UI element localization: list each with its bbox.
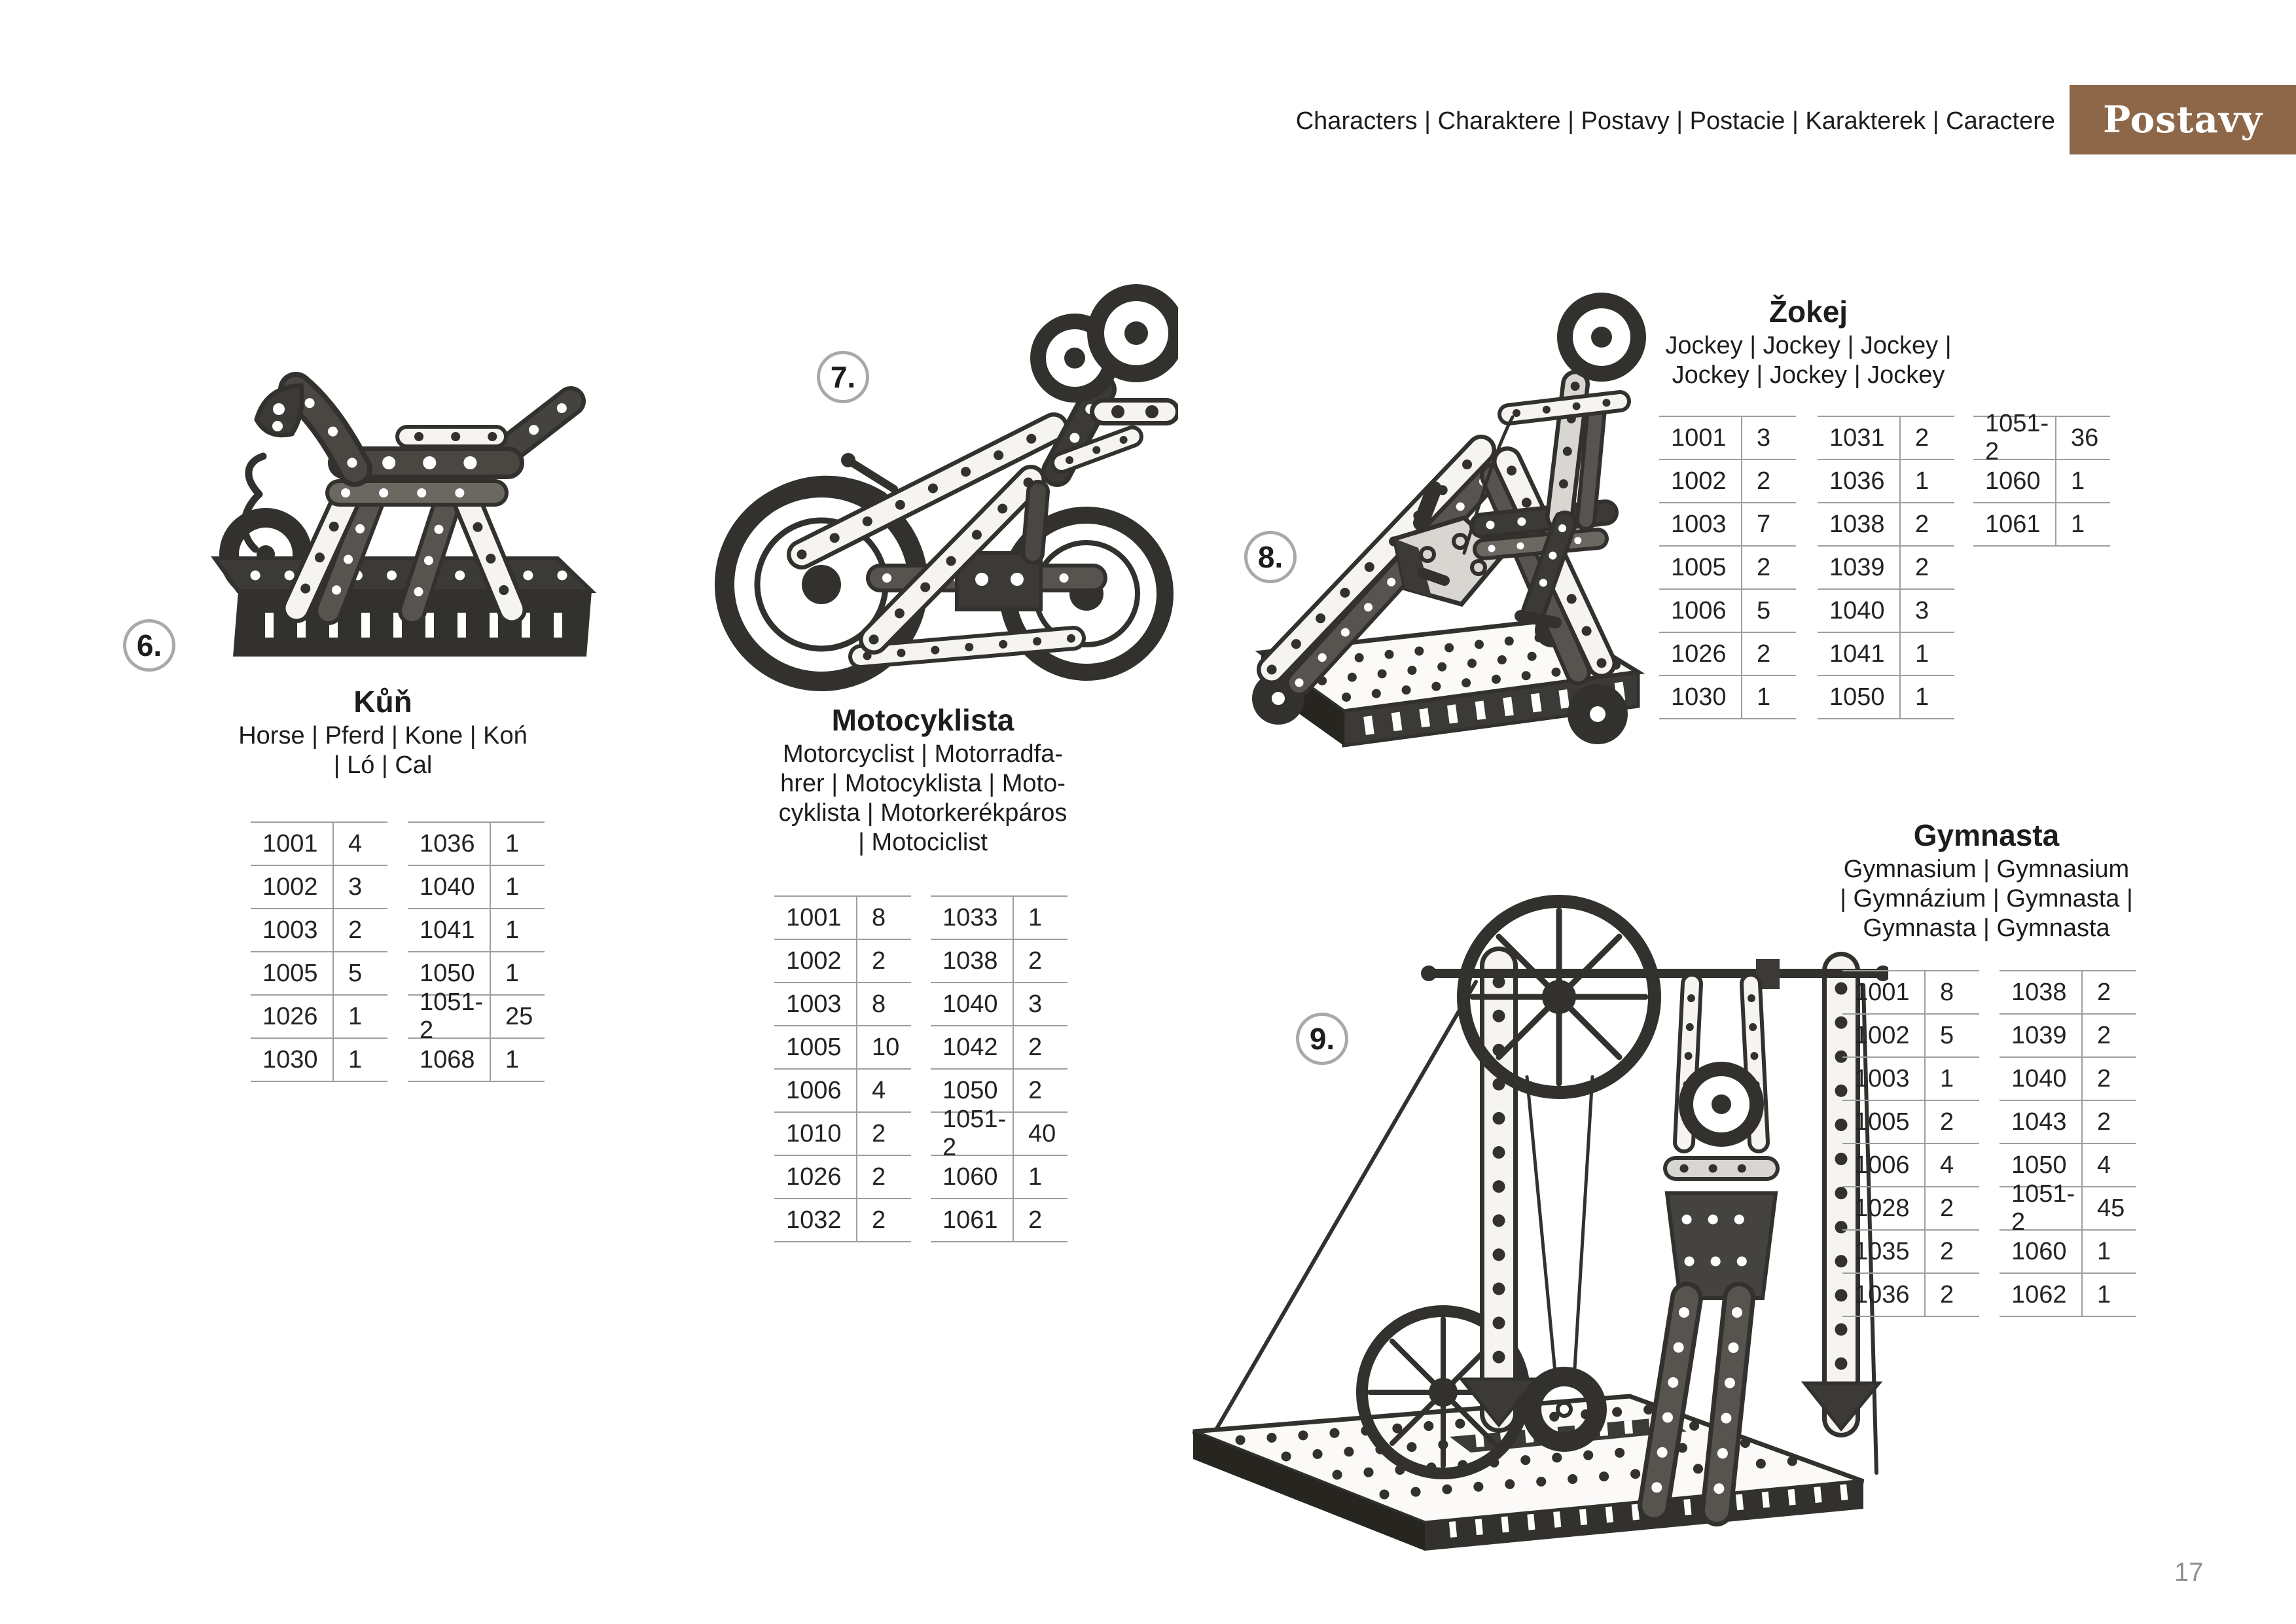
part-number: 1036 [408,823,491,865]
part-quantity: 5 [348,959,363,987]
figure-7-badge: 7. [817,351,869,403]
part-quantity: 1 [1915,467,1929,495]
parts-row [931,983,1067,1026]
part-quantity: 2 [1028,1206,1043,1234]
parts-row [1842,1058,1979,1101]
page-number: 17 [2174,1558,2204,1587]
subtitle-line: | Ló | Cal [333,751,433,779]
parts-row [1659,590,1796,633]
part-number: 1040 [2000,1058,2083,1100]
subtitle-line: cyklista | Motorkerékpáros [778,799,1067,827]
part-quantity: 1 [2097,1237,2111,1265]
parts-row [2000,1015,2136,1058]
header-language-list: Characters | Charaktere | Postavy | Postacie | Karakterek | Caractere [1295,107,2055,135]
parts-row [774,1026,911,1070]
part-number: 1042 [931,1026,1014,1068]
horse-title [190,685,576,780]
part-number: 1026 [1659,633,1742,675]
parts-row [2000,971,2136,1015]
part-number: 1040 [1818,590,1901,632]
part-number: 1068 [408,1039,491,1081]
part-number: 1038 [1818,503,1901,545]
part-number: 1032 [774,1199,857,1241]
parts-row [774,1070,911,1113]
subtitle-line: Gymnasium | Gymnasium [1843,856,2130,883]
part-quantity: 2 [2097,1108,2111,1136]
parts-row [1659,417,1796,460]
part-number: 1002 [1659,460,1742,502]
subtitle-line: Jockey | Jockey | Jockey [1672,361,1945,389]
parts-row [1818,417,1954,460]
subtitle-line: Gymnasta | Gymnasta [1863,914,2110,942]
horse-name: Kůň [353,685,412,719]
part-number: 1050 [931,1070,1014,1111]
parts-row [774,940,911,983]
part-quantity: 1 [2071,467,2085,495]
parts-row [408,988,545,1044]
parts-row [1818,503,1954,547]
part-number: 1030 [251,1039,334,1081]
gymnast-subtitle [1793,855,2179,943]
parts-row [251,823,387,866]
parts-row [1842,1101,1979,1144]
figure-8-badge: 8. [1244,531,1297,583]
part-quantity: 1 [2071,510,2085,538]
part-quantity: 7 [1757,510,1771,538]
parts-row [931,1156,1067,1199]
parts-row [251,866,387,909]
part-number: 1051-2 [408,996,491,1038]
part-quantity: 1 [348,1002,363,1030]
part-number: 1050 [2000,1144,2083,1186]
motorcyclist-subtitle [733,740,1113,857]
figure-6-badge: 6. [123,619,175,672]
part-quantity: 1 [1028,1163,1043,1191]
part-quantity: 10 [872,1033,900,1061]
part-number: 1033 [931,897,1014,939]
part-quantity: 1 [1028,903,1043,931]
parts-row [774,1156,911,1199]
parts-row [408,1039,545,1082]
part-quantity: 2 [872,1119,886,1147]
jockey-subtitle [1615,331,2001,390]
parts-row [931,897,1067,940]
horse-illustration [137,298,602,671]
part-quantity: 1 [505,1045,520,1074]
parts-row [774,983,911,1026]
part-quantity: 2 [1757,553,1771,581]
part-number: 1050 [408,952,491,994]
part-number: 1006 [774,1070,857,1111]
part-quantity: 2 [1915,424,1929,452]
part-quantity: 5 [1757,596,1771,624]
parts-row [774,1199,911,1242]
part-quantity: 45 [2097,1194,2125,1222]
part-quantity: 1 [1915,640,1929,668]
motorcyclist-parts-table-1 [774,895,911,1242]
part-number: 1001 [251,823,334,865]
part-number: 1005 [774,1026,857,1068]
part-quantity: 2 [348,916,363,944]
part-quantity: 4 [872,1076,886,1104]
part-number: 1040 [408,866,491,908]
parts-row [1659,633,1796,676]
parts-row [931,1199,1067,1242]
subtitle-line: hrer | Motocyklista | Moto- [780,770,1066,797]
part-number: 1002 [251,866,334,908]
parts-row [1818,676,1954,719]
parts-row [931,1026,1067,1070]
part-quantity: 2 [2097,1064,2111,1092]
part-quantity: 3 [1757,424,1771,452]
part-number: 1003 [1659,503,1742,545]
part-number: 1030 [1659,676,1742,718]
parts-row [251,909,387,952]
part-quantity: 2 [1940,1108,1954,1136]
jockey-parts-table-1 [1659,416,1796,719]
parts-row [1842,1187,1979,1231]
part-number: 1005 [1842,1101,1926,1143]
part-quantity: 40 [1028,1119,1056,1147]
part-quantity: 1 [505,829,520,857]
jockey-parts-table-2 [1818,416,1954,719]
figure-9-badge: 9. [1296,1013,1348,1065]
motorcyclist-parts-table-2 [931,895,1067,1242]
motorcyclist-name: Motocyklista [831,703,1014,737]
part-number: 1061 [1973,503,2056,545]
part-quantity: 8 [872,903,886,931]
part-number: 1003 [251,909,334,951]
subtitle-line: Horse | Pferd | Kone | Koń [238,722,528,749]
subtitle-line: Motorcyclist | Motorradfa- [783,740,1063,768]
parts-row [1842,1015,1979,1058]
parts-row [2000,1231,2136,1274]
part-quantity: 2 [2097,978,2111,1006]
part-quantity: 3 [1915,596,1929,624]
gymnast-illustration [1168,861,1888,1561]
parts-row [2000,1180,2136,1236]
parts-row [1659,460,1796,503]
parts-row [1842,1274,1979,1317]
part-number: 1051-2 [2000,1187,2083,1229]
part-number: 1038 [2000,971,2083,1013]
gymnast-parts-table-1 [1842,970,1979,1317]
part-number: 1061 [931,1199,1014,1241]
part-quantity: 2 [1940,1237,1954,1265]
motorcyclist-title [733,703,1113,857]
parts-row [408,866,545,909]
parts-row [408,823,545,866]
horse-parts-table-1 [251,821,387,1082]
parts-row [774,897,911,940]
parts-row [1818,547,1954,590]
part-number: 1038 [931,940,1014,982]
part-number: 1035 [1842,1231,1926,1272]
part-quantity: 3 [348,873,363,901]
motorcyclist-illustration [674,272,1178,697]
part-quantity: 1 [505,916,520,944]
part-number: 1060 [2000,1231,2083,1272]
part-quantity: 1 [1940,1064,1954,1092]
parts-row [1973,410,2110,465]
part-quantity: 1 [1915,683,1929,711]
part-quantity: 2 [872,1163,886,1191]
gymnast-title [1793,818,2179,943]
part-number: 1040 [931,983,1014,1025]
part-quantity: 1 [505,959,520,987]
subtitle-line: | Gymnázium | Gymnasta | [1840,885,2133,912]
part-quantity: 1 [2097,1280,2111,1308]
parts-row [1973,460,2110,503]
parts-row [774,1113,911,1156]
gymnast-parts-table-2 [2000,970,2136,1317]
jockey-illustration [1201,245,1653,763]
parts-row [931,940,1067,983]
part-quantity: 36 [2071,424,2099,452]
part-number: 1001 [1842,971,1926,1013]
part-quantity: 25 [505,1002,533,1030]
parts-row [1973,503,2110,547]
part-number: 1026 [774,1156,857,1198]
section-tab [2070,85,2296,154]
part-number: 1005 [251,952,334,994]
part-number: 1051-2 [1973,417,2056,459]
part-number: 1050 [1818,676,1901,718]
part-number: 1005 [1659,547,1742,588]
part-quantity: 2 [872,1206,886,1234]
part-number: 1001 [1659,417,1742,459]
part-number: 1010 [774,1113,857,1155]
part-number: 1003 [1842,1058,1926,1100]
part-quantity: 2 [1940,1280,1954,1308]
parts-row [1842,971,1979,1015]
horse-parts-table-2 [408,821,545,1082]
parts-row [2000,1101,2136,1144]
part-quantity: 8 [1940,978,1954,1006]
part-quantity: 2 [1757,640,1771,668]
part-number: 1043 [2000,1101,2083,1143]
part-quantity: 1 [505,873,520,901]
parts-row [2000,1274,2136,1317]
part-number: 1051-2 [931,1113,1014,1155]
part-number: 1036 [1842,1274,1926,1316]
part-number: 1031 [1818,417,1901,459]
part-number: 1002 [774,940,857,982]
horse-subtitle [190,721,576,780]
parts-row [2000,1058,2136,1101]
part-quantity: 2 [1028,947,1043,975]
part-quantity: 2 [2097,1021,2111,1049]
part-number: 1006 [1659,590,1742,632]
part-quantity: 4 [2097,1151,2111,1179]
jockey-parts-table-3 [1973,410,2110,547]
section-tab-label: Postavy [2103,98,2263,141]
part-number: 1039 [2000,1015,2083,1056]
parts-row [251,1039,387,1082]
gymnast-name: Gymnasta [1913,818,2060,852]
subtitle-line: Jockey | Jockey | Jockey | [1665,332,1952,359]
part-quantity: 2 [1915,553,1929,581]
part-number: 1028 [1842,1187,1926,1229]
part-number: 1060 [1973,460,2056,502]
parts-row [251,952,387,996]
part-number: 1006 [1842,1144,1926,1186]
parts-row [1842,1144,1979,1187]
part-quantity: 8 [872,990,886,1018]
parts-row [1659,547,1796,590]
part-quantity: 2 [1915,510,1929,538]
parts-row [1842,1231,1979,1274]
part-number: 1060 [931,1156,1014,1198]
part-number: 1001 [774,897,857,939]
part-number: 1041 [1818,633,1901,675]
part-number: 1036 [1818,460,1901,502]
part-quantity: 2 [1028,1033,1043,1061]
part-number: 1002 [1842,1015,1926,1056]
parts-row [1818,633,1954,676]
part-number: 1026 [251,996,334,1038]
part-quantity: 2 [872,947,886,975]
part-quantity: 4 [348,829,363,857]
part-number: 1041 [408,909,491,951]
part-quantity: 3 [1028,990,1043,1018]
jockey-title [1615,295,2001,390]
part-quantity: 2 [1028,1076,1043,1104]
part-quantity: 4 [1940,1151,1954,1179]
parts-row [1659,503,1796,547]
part-number: 1003 [774,983,857,1025]
part-quantity: 2 [1757,467,1771,495]
part-number: 1062 [2000,1274,2083,1316]
part-quantity: 2 [1940,1194,1954,1222]
parts-row [1659,676,1796,719]
jockey-name: Žokej [1768,295,1848,329]
parts-row [931,1106,1067,1161]
parts-row [1818,460,1954,503]
part-quantity: 5 [1940,1021,1954,1049]
part-quantity: 1 [1757,683,1771,711]
subtitle-line: | Motociclist [858,829,988,856]
parts-row [408,909,545,952]
part-quantity: 1 [348,1045,363,1074]
part-number: 1039 [1818,547,1901,588]
parts-row [1818,590,1954,633]
parts-row [251,996,387,1039]
